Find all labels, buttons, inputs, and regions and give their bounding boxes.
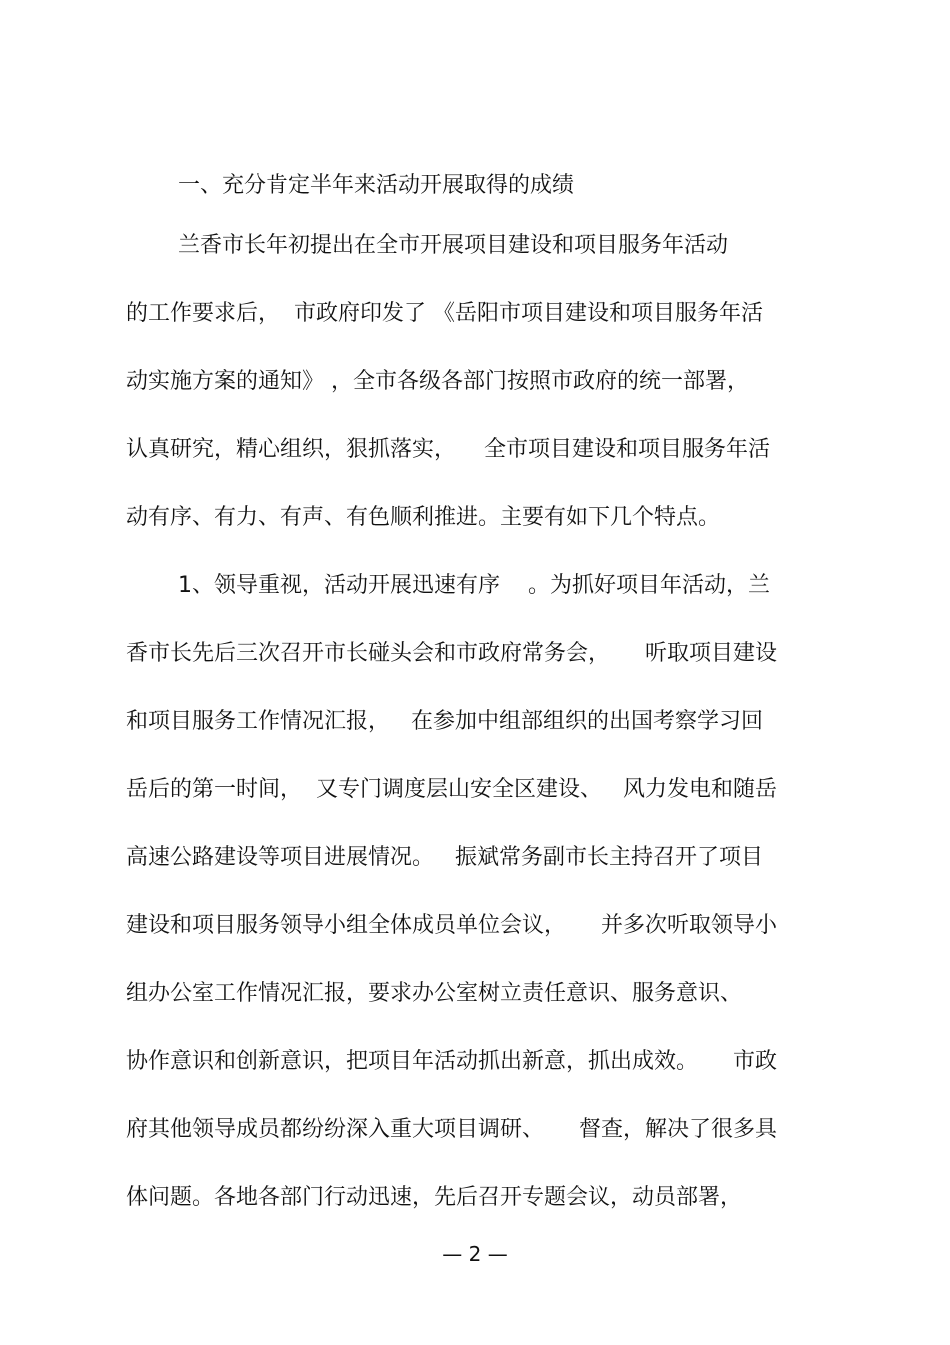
paragraph-line: 高速公路建设等项目进展情况。 振斌常务副市长主持召开了项目 xyxy=(126,845,763,870)
paragraph-line: 府其他领导成员都纷纷深入重大项目调研、 督查，解决了很多具 xyxy=(126,1117,777,1142)
paragraph-line: 体问题。各地各部门行动迅速，先后召开专题会议，动员部署， xyxy=(126,1185,743,1210)
paragraph-line: 1、领导重视，活动开展迅速有序 。为抓好项目年活动，兰 xyxy=(178,573,770,598)
page-number: — 2 — xyxy=(442,1242,508,1266)
paragraph-line: 的工作要求后， 市政府印发了 《岳阳市项目建设和项目服务年活 xyxy=(126,301,763,326)
paragraph-line: 岳后的第一时间， 又专门调度层山安全区建设、 风力发电和随岳 xyxy=(126,777,777,802)
paragraph-line: 动有序、有力、有声、有色顺利推进。主要有如下几个特点。 xyxy=(126,505,721,530)
paragraph-line: 动实施方案的通知》 ，全市各级各部门按照市政府的统一部署， xyxy=(126,369,749,394)
paragraph-line: 认真研究，精心组织，狠抓落实， 全市项目建设和项目服务年活 xyxy=(126,437,770,462)
paragraph-line: 兰香市长年初提出在全市开展项目建设和项目服务年活动 xyxy=(178,233,729,258)
paragraph-line: 香市长先后三次召开市长碰头会和市政府常务会， 听取项目建设 xyxy=(126,641,777,666)
paragraph-line: 组办公室工作情况汇报，要求办公室树立责任意识、服务意识、 xyxy=(126,981,743,1006)
paragraph-line: 协作意识和创新意识，把项目年活动抓出新意，抓出成效。 市政 xyxy=(126,1049,777,1074)
section-heading: 一、充分肯定半年来活动开展取得的成绩 xyxy=(178,173,575,198)
paragraph-line: 和项目服务工作情况汇报， 在参加中组部组织的出国考察学习回 xyxy=(126,709,763,734)
paragraph-line: 建设和项目服务领导小组全体成员单位会议， 并多次听取领导小 xyxy=(126,913,777,938)
